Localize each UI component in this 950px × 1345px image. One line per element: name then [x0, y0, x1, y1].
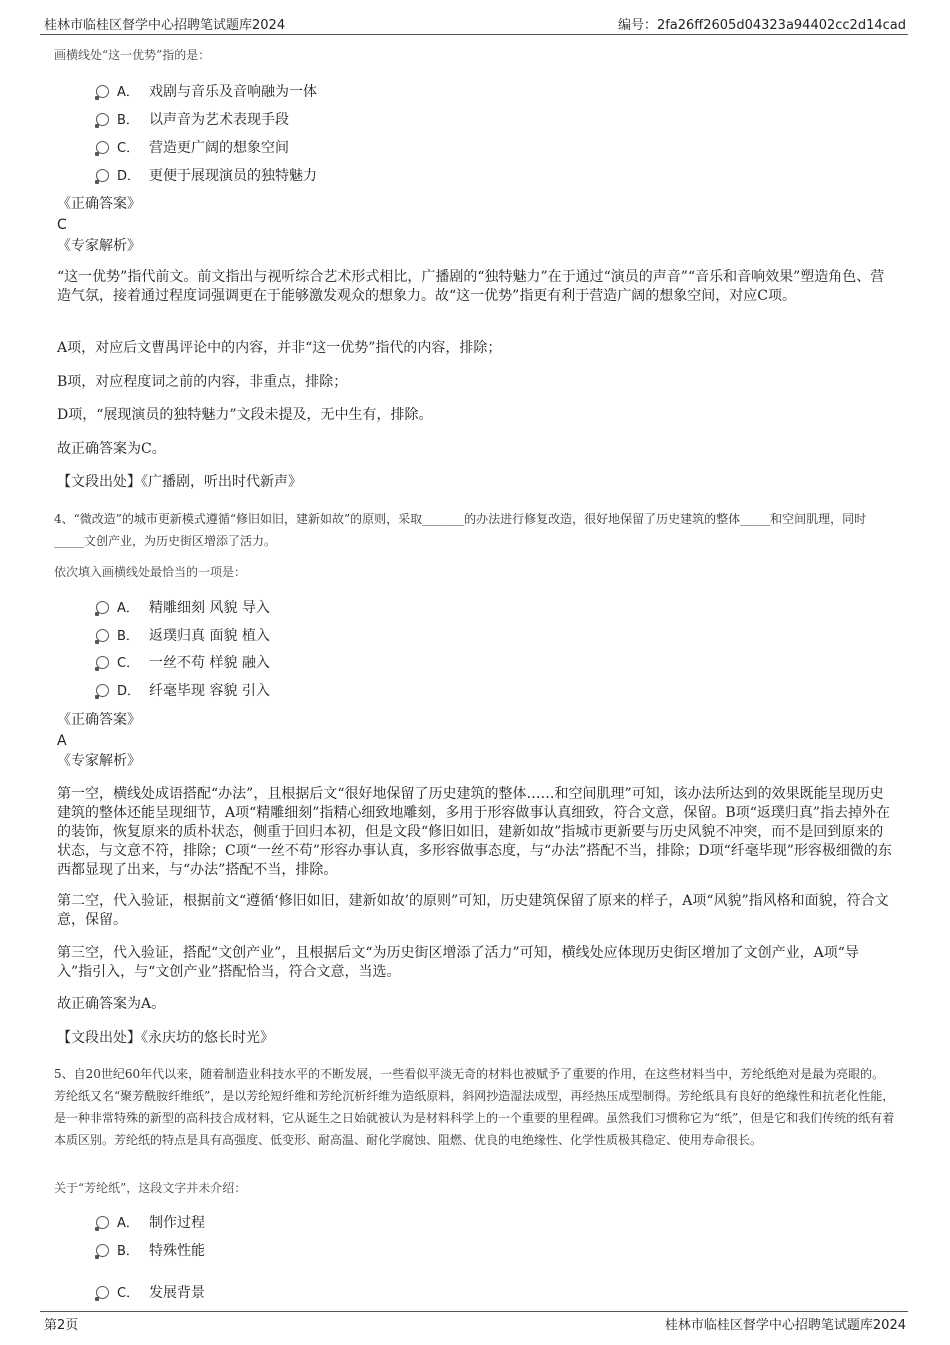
header-title: 桂林市临桂区督学中心招聘笔试题库2024 — [44, 18, 286, 33]
q4-option-a[interactable]: A． 精雕细刻 风貌 导入 — [96, 598, 270, 618]
q5-option-b[interactable]: B． 特殊性能 — [96, 1241, 205, 1261]
q4-analysis-4: 故正确答案为A。 — [57, 996, 166, 1012]
q4-analysis-2: 第二空，代入验证，根据前文“遵循‘修旧如旧，建新如故’的原则”可知，历史建筑保留了原来的样子，A项“风貌”指风格和面貌，符合文意，保留。 — [57, 893, 889, 928]
header-rule — [40, 34, 908, 35]
footer-title: 桂林市临桂区督学中心招聘笔试题库2024 — [664, 1318, 906, 1333]
q3-option-b[interactable]: B． 以声音为艺术表现手段 — [96, 110, 289, 130]
q5-option-c[interactable]: C． 发展背景 — [96, 1283, 205, 1303]
q3-analysis-1: “这一优势”指代前文。前文指出与视听综合艺术形式相比，广播剧的“独特魅力”在于通过“演员的声音”“音乐和音响效果”塑造角色、营造气氛，接着通过程度词强调更在于能够激发观众的想象力。故“这一优势”指更有利于营造广阔的想象空间，对应C项。 — [57, 269, 885, 304]
radio-icon[interactable] — [96, 1286, 109, 1299]
q4-analysis-3: 第三空，代入验证，搭配“文创产业”，且根据后文“为历史街区增添了活力”可知，横线处应体现历史街区增加了文创产业，A项“导入”指引入，与“文创产业”搭配恰当，符合文意，当选。 — [57, 945, 859, 980]
document-code: 编号：2fa26ff2605d04323a94402cc2d14cad — [617, 18, 906, 33]
q5-instruction: 关于“芳纶纸”，这段文字并未介绍： — [54, 1181, 247, 1195]
radio-icon[interactable] — [96, 1244, 109, 1257]
radio-icon[interactable] — [96, 1216, 109, 1229]
q5-prompt: 5、自20世纪60年代以来，随着制造业科技水平的不断发展，一些看似平淡无奇的材料也被赋予了重要的作用，在这些材料当中，芳纶纸绝对是最为亮眼的。芳纶纸又名“聚芳酰胺纤维纸”，是以芳纶短纤维和芳纶沉析纤维为造纸原料，斜网抄造湿法成型，再经热压成型制得。芳纶纸具有良好的绝缘性和抗老化性能，是一种非常特殊的新型的高科技合成材料，它从诞生之日始就被认为是材料科学上的一个重要的里程碑。虽然我们习惯称它为“纸”，但是它和我们传统的纸有着本质区别。芳纶纸的特点是具有高强度、低变形、耐高温、耐化学腐蚀、阻燃、优良的电绝缘性、化学性质极其稳定、使用寿命很长。 — [54, 1067, 895, 1147]
q3-analysis-label: 《专家解析》 — [57, 238, 141, 254]
q4-option-c[interactable]: C． 一丝不苟 样貌 融入 — [96, 653, 270, 673]
radio-icon[interactable] — [96, 601, 109, 614]
q4-answer: A — [57, 733, 67, 749]
radio-icon[interactable] — [96, 169, 109, 182]
radio-icon[interactable] — [96, 113, 109, 126]
radio-icon[interactable] — [96, 656, 109, 669]
q3-analysis-5: 故正确答案为C。 — [57, 441, 166, 457]
q3-option-c[interactable]: C． 营造更广阔的想象空间 — [96, 138, 289, 158]
radio-icon[interactable] — [96, 85, 109, 98]
q5-option-a[interactable]: A． 制作过程 — [96, 1213, 205, 1233]
q4-option-d[interactable]: D． 纤毫毕现 容貌 引入 — [96, 681, 270, 701]
q3-answer: C — [57, 217, 67, 233]
q3-answer-label: 《正确答案》 — [57, 196, 141, 212]
footer-rule — [40, 1311, 908, 1312]
radio-icon[interactable] — [96, 684, 109, 697]
radio-icon[interactable] — [96, 141, 109, 154]
q3-analysis-3: B项，对应程度词之前的内容，非重点，排除； — [57, 374, 348, 390]
q4-source: 【文段出处】《永庆坊的悠长时光》 — [57, 1030, 274, 1046]
q4-option-b[interactable]: B． 返璞归真 面貌 植入 — [96, 626, 270, 646]
q3-prompt: 画横线处“这一优势”指的是： — [54, 48, 211, 62]
q4-instruction: 依次填入画横线处最恰当的一项是： — [54, 565, 247, 579]
q3-analysis-2: A项，对应后文曹禺评论中的内容，并非“这一优势”指代的内容，排除； — [57, 340, 502, 356]
q4-analysis-label: 《专家解析》 — [57, 753, 141, 769]
q3-option-a[interactable]: A． 戏剧与音乐及音响融为一体 — [96, 82, 317, 102]
radio-icon[interactable] — [96, 629, 109, 642]
page-number: 第2页 — [44, 1318, 79, 1333]
q3-option-d[interactable]: D． 更便于展现演员的独特魅力 — [96, 166, 317, 186]
q3-analysis-4: D项，“展现演员的独特魅力”文段未提及，无中生有，排除。 — [57, 407, 433, 423]
q4-analysis-1: 第一空，横线处成语搭配“办法”，且根据后文“很好地保留了历史建筑的整体……和空间肌理”可知，该办法所达到的效果既能呈现历史建筑的整体还能呈现细节，A项“精雕细刻”指精心细致地雕刻，多用于形容做事认真细致，符合文意，保留。B项“返璞归真”指去掉外在的装饰，恢复原来的质朴状态，侧重于回归本初，但是文段“修旧如旧，建新如故”指城市更新要与历史风貌不冲突，而不是回到原来的状态，与文意不符，排除；C项“一丝不苟”形容办事认真，多形容做事态度，与“办法”搭配不当，排除；D项“纤毫毕现”形容极细微的东西都显现了出来，与“办法”搭配不当，排除。 — [57, 786, 892, 878]
q3-source: 【文段出处】《广播剧，听出时代新声》 — [57, 474, 302, 490]
q4-prompt: 4、“微改造”的城市更新模式遵循“修旧如旧，建新如故”的原则，采取_______的办法进行修复改造，很好地保留了历史建筑的整体_____和空间肌理，同时_____文创产业，为历史街区增添了活力。 — [54, 512, 867, 548]
q4-answer-label: 《正确答案》 — [57, 712, 141, 728]
